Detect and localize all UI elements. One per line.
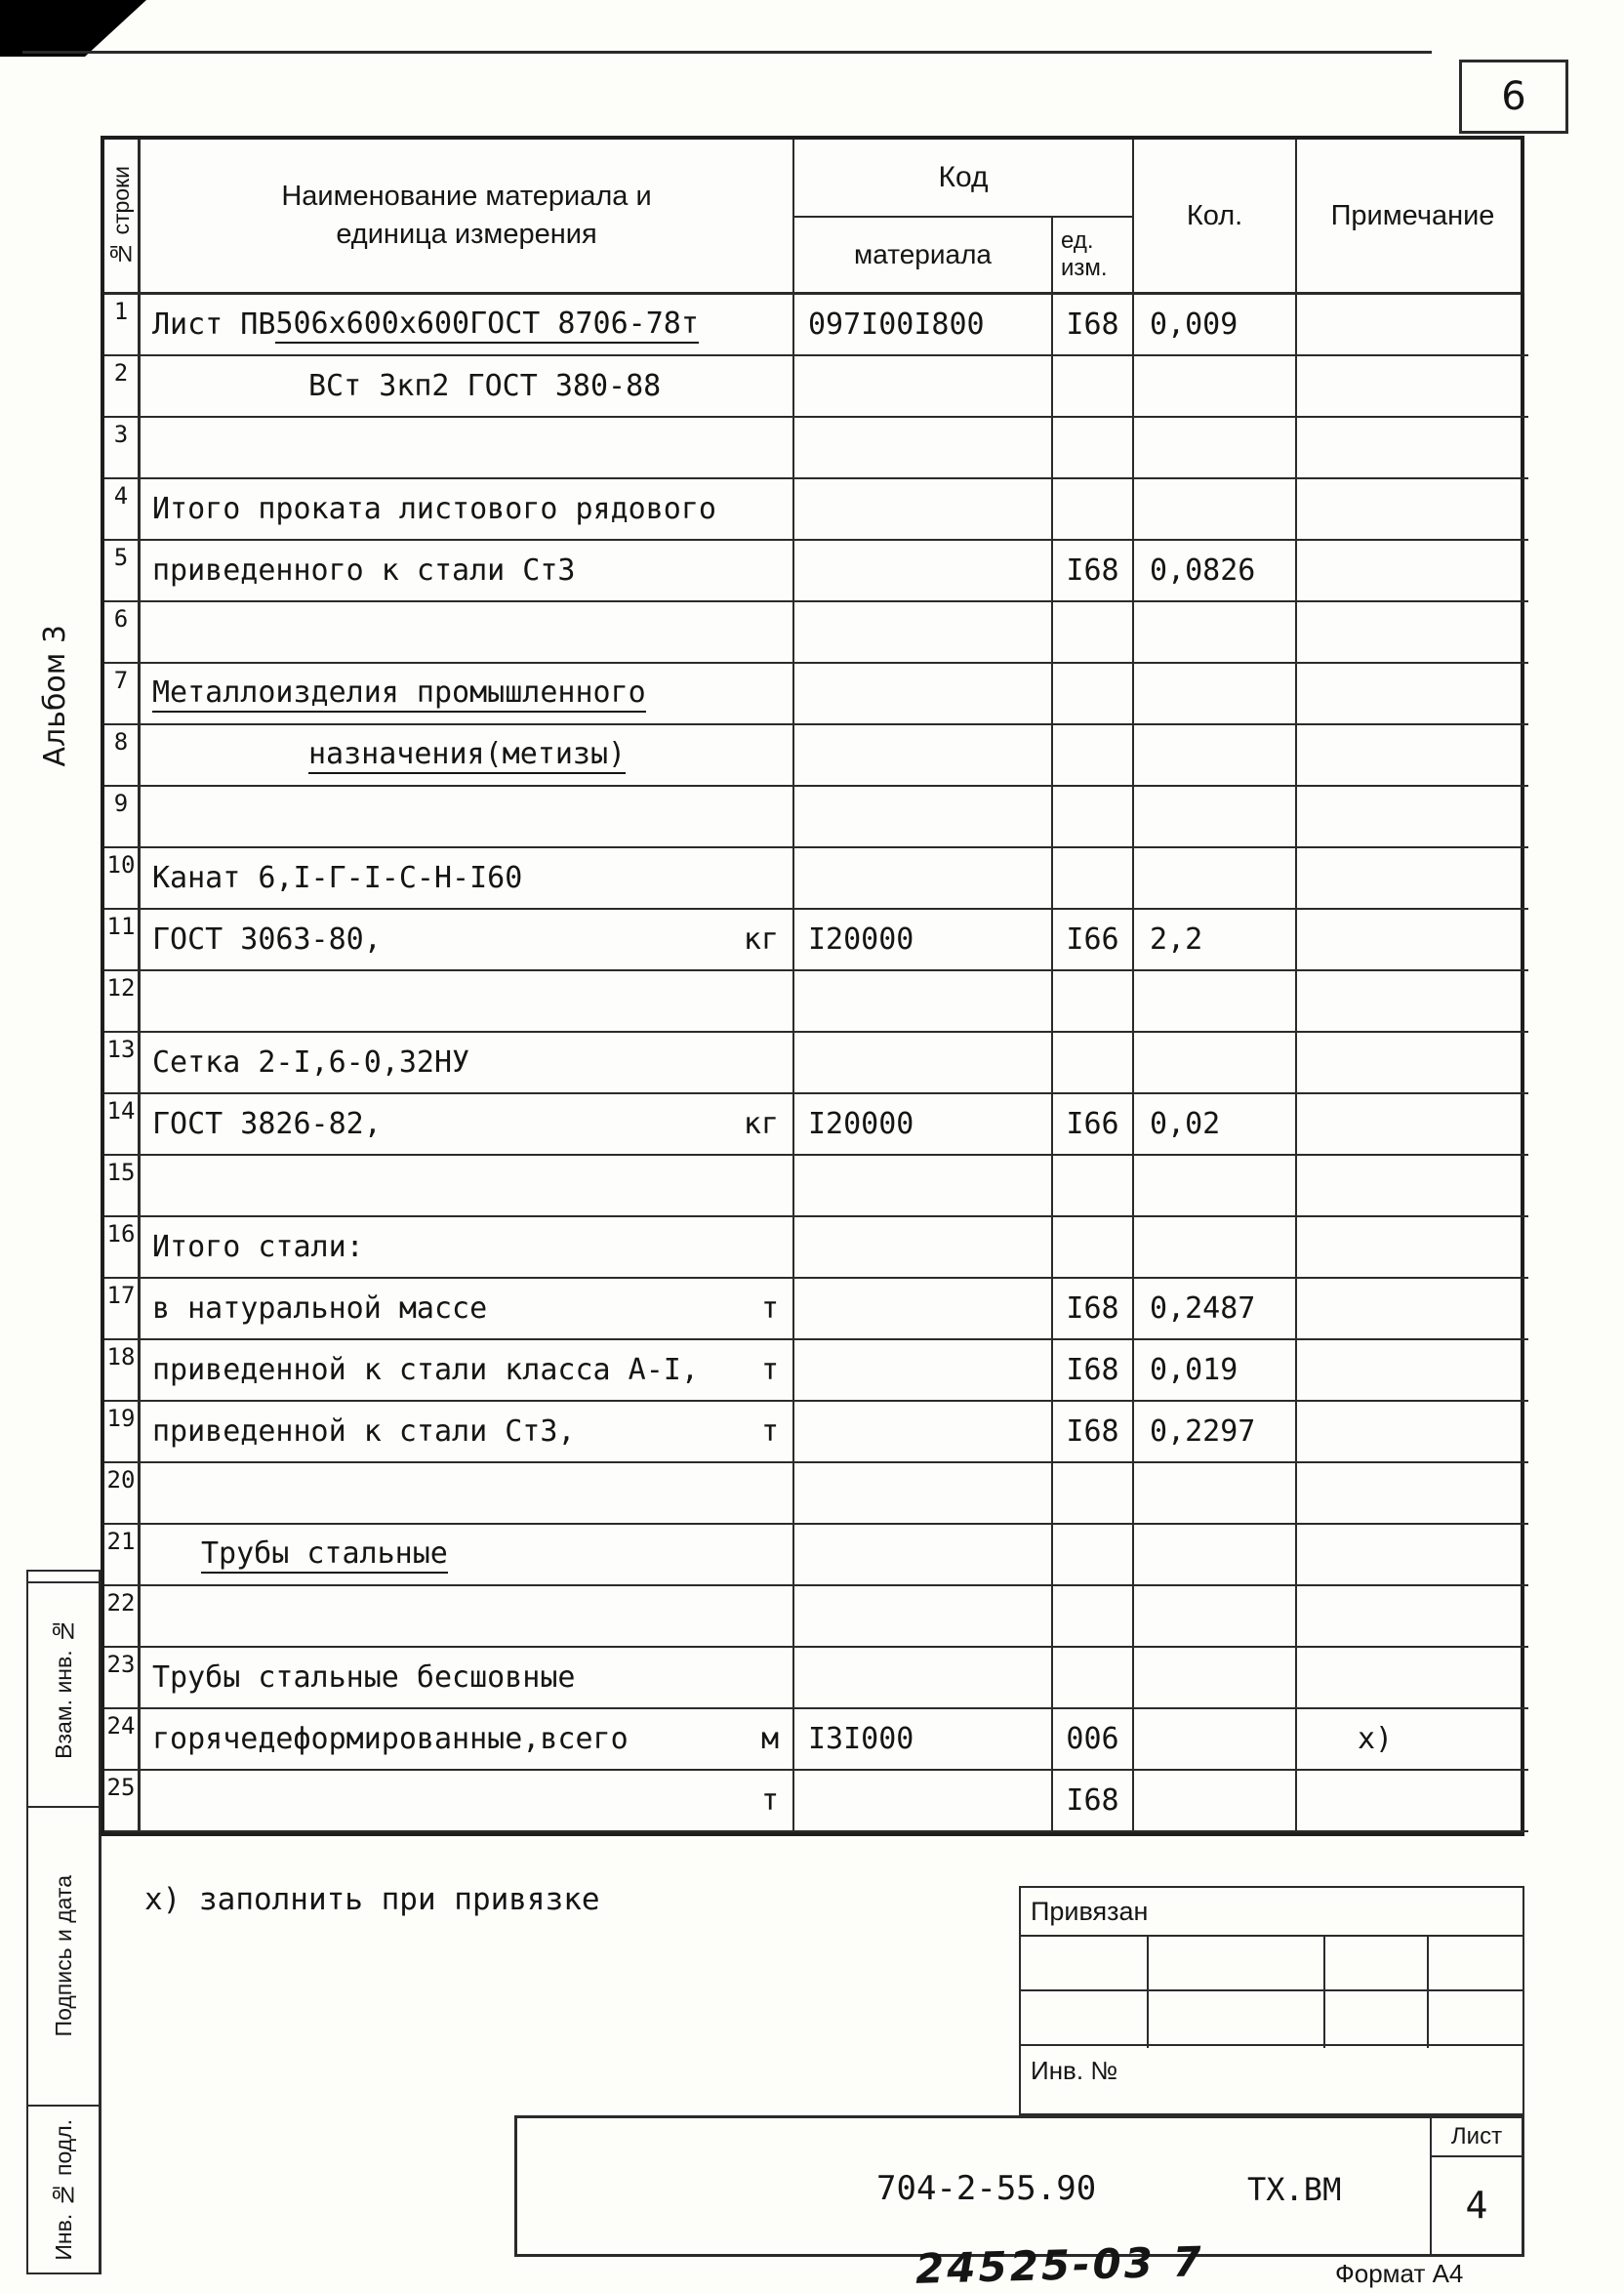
privyazan-grid-divider (1427, 1937, 1429, 2048)
footnote: х) заполнить при привязке (144, 1882, 600, 1917)
material-name-cell (141, 848, 794, 910)
material-name-cell (141, 295, 794, 356)
material-code (794, 1525, 1053, 1586)
material-name-cell (141, 664, 794, 725)
inv-podl-label: Инв. № подл. (50, 2118, 76, 2261)
name-header-line1: Наименование материала и (281, 180, 652, 212)
material-code (794, 971, 1053, 1033)
privyazan-grid (1021, 1937, 1522, 2048)
title-block (514, 2115, 1524, 2257)
material-name-cell (141, 1033, 794, 1094)
note (1297, 787, 1528, 848)
material-name-cell (141, 1217, 794, 1279)
unit-label: т (760, 1291, 779, 1326)
inv-no-label: Инв. № (1031, 2056, 1118, 2085)
note (1297, 971, 1528, 1033)
page-number-box (1459, 60, 1568, 134)
sheet-number: 4 (1465, 2183, 1488, 2227)
row-number: 1 (104, 295, 141, 356)
frame-vertical-line (99, 1833, 102, 2274)
material-name-cell (141, 725, 794, 787)
material-code (794, 1279, 1053, 1340)
strip-section-podpis (28, 1808, 99, 2107)
material-code (794, 1586, 1053, 1648)
unit-code (1053, 1217, 1134, 1279)
quantity (1134, 1033, 1297, 1094)
material-code (794, 1771, 1053, 1832)
unit-header-line1: ед. (1061, 227, 1094, 255)
table-row (104, 418, 1521, 479)
material-name-text: Канат 6,I-Г-I-С-Н-I60 (152, 861, 523, 895)
table-row (104, 1279, 1521, 1340)
note: х) (1297, 1709, 1528, 1771)
vzam-label: Взам. инв. № (50, 1618, 76, 1759)
material-name-underlined: Металлоизделия промышленного (152, 676, 646, 713)
note (1297, 1402, 1528, 1463)
album-label-box (29, 605, 80, 786)
unit-code (1053, 1648, 1134, 1709)
table-row (104, 479, 1521, 541)
unit-label: кг (743, 1107, 779, 1141)
table-row (104, 602, 1521, 664)
column-header-unit (1053, 218, 1134, 292)
unit-code (1053, 725, 1134, 787)
table-row (104, 725, 1521, 787)
unit-code (1053, 1033, 1134, 1094)
row-number: 25 (104, 1771, 141, 1832)
unit-label: т (760, 1414, 779, 1449)
column-header-note: Примечание (1330, 199, 1495, 231)
row-number: 12 (104, 971, 141, 1033)
table-row (104, 1771, 1521, 1832)
material-name-text: Итого проката листового рядового (152, 492, 716, 526)
material-code (794, 418, 1053, 479)
material-name-cell (141, 602, 794, 664)
table-row (104, 541, 1521, 602)
material-code: 097I00I800 (794, 295, 1053, 356)
unit-code: I68 (1053, 1771, 1134, 1832)
unit-code: I68 (1053, 1279, 1134, 1340)
privyazan-grid-divider (1147, 1937, 1149, 2048)
row-number: 13 (104, 1033, 141, 1094)
quantity (1134, 356, 1297, 418)
material-code (794, 1463, 1053, 1525)
material-code (794, 1648, 1053, 1709)
material-name-text: Лист ПВ (152, 307, 276, 342)
material-code (794, 602, 1053, 664)
quantity: 0,0826 (1134, 541, 1297, 602)
quantity (1134, 1709, 1297, 1771)
column-header-name (141, 140, 794, 292)
material-code (794, 664, 1053, 725)
material-name-cell (141, 971, 794, 1033)
table-row (104, 1525, 1521, 1586)
row-number: 15 (104, 1156, 141, 1217)
material-name-cell (141, 1279, 794, 1340)
privyazan-label: Привязан (1031, 1896, 1149, 1926)
row-number: 11 (104, 910, 141, 971)
unit-label: кг (743, 922, 779, 957)
unit-code (1053, 1463, 1134, 1525)
quantity (1134, 787, 1297, 848)
material-name-text: ГОСТ 3063-80, (152, 922, 382, 957)
table-row (104, 1648, 1521, 1709)
quantity (1134, 664, 1297, 725)
table-row (104, 1709, 1521, 1771)
quantity: 0,2487 (1134, 1279, 1297, 1340)
note (1297, 1279, 1528, 1340)
row-number: 14 (104, 1094, 141, 1156)
unit-code (1053, 787, 1134, 848)
table-row (104, 971, 1521, 1033)
material-name-underlined: назначения(метизы) (308, 737, 626, 774)
table-row (104, 356, 1521, 418)
unit-code: 006 (1053, 1709, 1134, 1771)
material-code (794, 356, 1053, 418)
material-code (794, 1156, 1053, 1217)
note (1297, 1094, 1528, 1156)
material-name-cell (141, 418, 794, 479)
quantity: 0,019 (1134, 1340, 1297, 1402)
document-number: 704-2-55.90 (876, 2169, 1097, 2208)
row-number: 23 (104, 1648, 141, 1709)
note (1297, 1648, 1528, 1709)
column-header-row-no (104, 140, 141, 292)
table-header (104, 140, 1521, 295)
material-code (794, 1217, 1053, 1279)
unit-code: I66 (1053, 910, 1134, 971)
privyazan-grid-row (1021, 1991, 1522, 2046)
unit-label: т (760, 1353, 779, 1387)
quantity (1134, 1586, 1297, 1648)
scan-corner-mark (0, 0, 146, 57)
quantity (1134, 1463, 1297, 1525)
row-no-header-label: № строки (107, 165, 134, 266)
note (1297, 1340, 1528, 1402)
material-name-text: Сетка 2-I,6-0,32НУ (152, 1045, 470, 1080)
privyazan-header (1021, 1888, 1522, 1937)
privyazan-grid-row (1021, 1937, 1522, 1991)
row-number: 24 (104, 1709, 141, 1771)
quantity (1134, 848, 1297, 910)
table-row (104, 848, 1521, 910)
quantity (1134, 1771, 1297, 1832)
unit-code (1053, 602, 1134, 664)
unit-code: I66 (1053, 1094, 1134, 1156)
note (1297, 602, 1528, 664)
table-row (104, 1586, 1521, 1648)
note (1297, 910, 1528, 971)
quantity (1134, 1525, 1297, 1586)
quantity (1134, 1217, 1297, 1279)
material-name-cell (141, 1648, 794, 1709)
row-number: 9 (104, 787, 141, 848)
material-name-text: Итого стали: (152, 1230, 364, 1264)
row-number: 4 (104, 479, 141, 541)
row-number: 7 (104, 664, 141, 725)
material-code (794, 1402, 1053, 1463)
handwritten-code: 24525-03 7 (914, 2237, 1205, 2293)
note (1297, 664, 1528, 725)
podpis-label: Подпись и дата (50, 1875, 76, 2037)
quantity (1134, 602, 1297, 664)
material-name-text: Трубы стальные бесшовные (152, 1660, 576, 1695)
row-number: 20 (104, 1463, 141, 1525)
strip-section-vzam (28, 1572, 99, 1808)
strip-double-line (26, 1581, 101, 1583)
sheet-box (1430, 2118, 1522, 2254)
document-code: ТХ.ВМ (1247, 2171, 1342, 2208)
page-number: 6 (1501, 74, 1526, 119)
table-row (104, 1217, 1521, 1279)
note (1297, 1156, 1528, 1217)
privyazan-box (1019, 1886, 1524, 2115)
row-number: 10 (104, 848, 141, 910)
quantity: 0,009 (1134, 295, 1297, 356)
unit-code: I68 (1053, 1340, 1134, 1402)
unit-code (1053, 1156, 1134, 1217)
material-name-cell (141, 910, 794, 971)
row-number: 18 (104, 1340, 141, 1402)
row-number: 19 (104, 1402, 141, 1463)
unit-code (1053, 971, 1134, 1033)
strip-section-inv (28, 2107, 99, 2273)
note (1297, 1586, 1528, 1648)
table-row (104, 787, 1521, 848)
material-name-underlined: Трубы стальные (201, 1536, 448, 1574)
row-number: 8 (104, 725, 141, 787)
quantity (1134, 479, 1297, 541)
note (1297, 356, 1528, 418)
table-row (104, 1156, 1521, 1217)
row-number: 5 (104, 541, 141, 602)
material-code (794, 848, 1053, 910)
material-name-cell (141, 1094, 794, 1156)
unit-code (1053, 848, 1134, 910)
unit-code (1053, 1586, 1134, 1648)
unit-code (1053, 418, 1134, 479)
material-name-cell (141, 541, 794, 602)
material-code (794, 1033, 1053, 1094)
quantity (1134, 725, 1297, 787)
material-name-text: в натуральной массе (152, 1291, 488, 1326)
quantity: 0,02 (1134, 1094, 1297, 1156)
row-number: 16 (104, 1217, 141, 1279)
table-row (104, 1340, 1521, 1402)
note (1297, 541, 1528, 602)
note (1297, 1525, 1528, 1586)
note (1297, 1033, 1528, 1094)
material-name-text: приведенной к стали класса А-I, (152, 1353, 699, 1387)
material-name-cell (141, 1340, 794, 1402)
unit-label: т (760, 1783, 779, 1818)
note (1297, 1771, 1528, 1832)
quantity (1134, 971, 1297, 1033)
material-code (794, 541, 1053, 602)
material-code (794, 1340, 1053, 1402)
material-name-cell (141, 1709, 794, 1771)
note (1297, 1463, 1528, 1525)
material-name-cell (141, 356, 794, 418)
table-body (104, 295, 1521, 1832)
column-header-code: Код (794, 140, 1134, 218)
material-code (794, 787, 1053, 848)
material-name-underlined: 506х600х600ГОСТ 8706-78т (275, 307, 698, 344)
left-attribute-strip (26, 1570, 101, 2274)
row-number: 3 (104, 418, 141, 479)
quantity (1134, 1156, 1297, 1217)
unit-code (1053, 1525, 1134, 1586)
note (1297, 725, 1528, 787)
row-number: 17 (104, 1279, 141, 1340)
note (1297, 1217, 1528, 1279)
material-name-text: ВСт 3кп2 ГОСТ 380-88 (308, 369, 662, 403)
unit-code (1053, 356, 1134, 418)
material-name-cell (141, 1156, 794, 1217)
unit-header-line2: изм. (1061, 255, 1108, 281)
format-label: Формат А4 (1335, 2259, 1464, 2288)
note (1297, 295, 1528, 356)
note (1297, 848, 1528, 910)
row-number: 22 (104, 1586, 141, 1648)
material-code (794, 725, 1053, 787)
unit-code (1053, 664, 1134, 725)
table-row (104, 664, 1521, 725)
quantity (1134, 1648, 1297, 1709)
material-name-cell (141, 479, 794, 541)
material-code: I20000 (794, 1094, 1053, 1156)
unit-label: м (760, 1722, 779, 1756)
quantity: 0,2297 (1134, 1402, 1297, 1463)
material-name-cell (141, 1463, 794, 1525)
table-row (104, 910, 1521, 971)
unit-code: I68 (1053, 541, 1134, 602)
material-name-text: приведенного к стали Ст3 (152, 553, 576, 588)
table-row (104, 1033, 1521, 1094)
materials-table (101, 136, 1524, 1836)
material-code: I3I000 (794, 1709, 1053, 1771)
material-code (794, 479, 1053, 541)
table-row (104, 1094, 1521, 1156)
material-name-text: горячедеформированные,всего (152, 1722, 629, 1756)
top-frame-line (22, 51, 1432, 54)
column-header-qty: Кол. (1134, 140, 1297, 292)
note (1297, 479, 1528, 541)
material-name-text: приведенной к стали Ст3, (152, 1414, 576, 1449)
column-header-code-material: материала (794, 218, 1053, 292)
privyazan-grid-divider (1323, 1937, 1325, 2048)
material-name-cell (141, 1402, 794, 1463)
table-row (104, 295, 1521, 356)
material-name-cell (141, 1771, 794, 1832)
material-name-text: ГОСТ 3826-82, (152, 1107, 382, 1141)
unit-code: I68 (1053, 295, 1134, 356)
inv-no-row (1021, 2048, 1522, 2086)
album-label: Альбом 3 (37, 624, 72, 767)
sheet-label: Лист (1432, 2118, 1522, 2157)
unit-code (1053, 479, 1134, 541)
row-number: 2 (104, 356, 141, 418)
quantity (1134, 418, 1297, 479)
name-header-line2: единица измерения (336, 219, 597, 250)
row-number: 6 (104, 602, 141, 664)
material-name-cell (141, 1525, 794, 1586)
unit-code: I68 (1053, 1402, 1134, 1463)
material-name-cell (141, 787, 794, 848)
row-number: 21 (104, 1525, 141, 1586)
table-row (104, 1463, 1521, 1525)
material-code: I20000 (794, 910, 1053, 971)
note (1297, 418, 1528, 479)
table-row (104, 1402, 1521, 1463)
quantity: 2,2 (1134, 910, 1297, 971)
material-name-cell (141, 1586, 794, 1648)
